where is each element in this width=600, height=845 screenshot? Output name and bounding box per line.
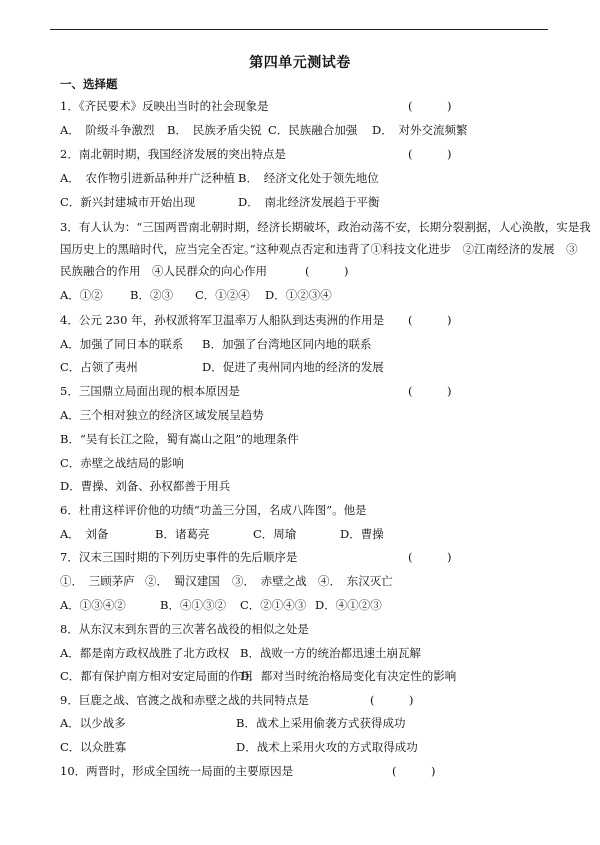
question-1-option-b: B． 民族矛盾尖锐 (167, 123, 262, 137)
question-6-option-a: A． 刘备 (60, 527, 109, 541)
question-5-option-b: B．“吴有长江之险，蜀有嵩山之阻”的地理条件 (60, 432, 299, 446)
question-3-stem-line-3: 民族融合的作用 ④人民群众的向心作用 (60, 264, 267, 278)
question-2-stem: 2．南北朝时期，我国经济发展的突出特点是 (60, 147, 286, 161)
section-heading: 一、选择题 (60, 77, 118, 91)
question-2-option-b: B． 经济文化处于领先地位 (238, 171, 379, 185)
question-2-option-c: C．新兴封建城市开始出现 (60, 195, 196, 209)
question-10-answer-blank: ( ) (392, 764, 436, 778)
question-7-event-4: ④． 东汉灭亡 (318, 574, 393, 588)
question-8-stem: 8．从东汉末到东晋的三次著名战役的相似之处是 (60, 622, 309, 636)
question-6-option-c: C．周瑜 (253, 527, 297, 541)
header-rule (50, 29, 548, 30)
question-4-stem: 4．公元 230 年，孙权派将军卫温率万人船队到达夷洲的作用是 (60, 313, 385, 327)
question-8-option-a: A．都是南方政权战胜了北方政权 (60, 646, 230, 660)
question-9-option-a: A．以少战多 (60, 716, 126, 730)
question-5-option-a: A．三个相对独立的经济区域发展呈趋势 (60, 408, 264, 422)
question-2-option-a: A． 农作物引进新品种并广泛种植 (60, 171, 236, 185)
question-1-answer-blank: ( ) (408, 99, 452, 113)
question-3-option-b: B．②③ (130, 288, 173, 302)
question-1-option-c: C．民族融合加强 (268, 123, 358, 137)
question-5-stem: 5．三国鼎立局面出现的根本原因是 (60, 384, 240, 398)
question-9-option-b: B．战术上采用偷袭方式获得成功 (236, 716, 406, 730)
question-3-stem-line-2: 国历史上的黑暗时代，应当完全否定。”这种观点否定和违背了①科技文化进步 ②江南经济的发展 ③ (60, 242, 578, 256)
question-6-option-b: B．诸葛亮 (155, 527, 210, 541)
question-5-answer-blank: ( ) (408, 384, 452, 398)
question-6-option-d: D．曹操 (340, 527, 384, 541)
question-5-option-c: C．赤壁之战结局的影响 (60, 456, 184, 470)
question-6-stem: 6．杜甫这样评价他的功绩“功盖三分国，名成八阵图”。他是 (60, 503, 367, 517)
question-3-option-d: D．①②③④ (265, 288, 332, 302)
question-4-option-c: C．占领了夷州 (60, 360, 138, 374)
question-7-option-a: A．①③④② (60, 598, 126, 612)
question-4-option-b: B．加强了台湾地区同内地的联系 (202, 337, 372, 351)
question-4-option-a: A．加强了同日本的联系 (60, 337, 184, 351)
question-7-answer-blank: ( ) (408, 550, 452, 564)
question-9-option-c: C．以众胜寡 (60, 740, 127, 754)
question-3-stem-line-1: 3．有人认为：“三国两晋南北朝时期，经济长期破坏，政治动荡不安，长期分裂割据，人心涣散，实是我 (60, 220, 591, 234)
question-7-option-c: C．②①④③ (240, 598, 307, 612)
page-title: 第四单元测试卷 (249, 55, 351, 71)
question-7-event-1: ①． 三顾茅庐 (60, 574, 135, 588)
question-8-option-c: C．都有保护南方相对安定局面的作用 (60, 669, 253, 683)
question-7-stem: 7．汉末三国时期的下列历史事件的先后顺序是 (60, 550, 298, 564)
question-4-option-d: D．促进了夷州同内地的经济的发展 (202, 360, 384, 374)
question-3-option-c: C．①②④ (195, 288, 250, 302)
question-3-answer-blank: ( ) (305, 264, 349, 278)
question-8-option-b: B．战败一方的统治都迅速土崩瓦解 (240, 646, 421, 660)
question-7-option-d: D．④①②③ (315, 598, 382, 612)
question-8-option-d: D．都对当时统治格局变化有决定性的影响 (240, 669, 457, 683)
question-1-stem: 1．《齐民要术》反映出当时的社会现象是 (60, 99, 269, 113)
question-4-answer-blank: ( ) (408, 313, 452, 327)
question-7-option-b: B．④①③② (160, 598, 226, 612)
question-7-event-3: ③． 赤壁之战 (232, 574, 307, 588)
question-10-stem: 10．两晋时，形成全国统一局面的主要原因是 (60, 764, 294, 778)
question-5-option-d: D．曹操、刘备、孙权都善于用兵 (60, 479, 231, 493)
question-2-option-d: D． 南北经济发展趋于平衡 (238, 195, 380, 209)
question-7-event-2: ②． 蜀汉建国 (145, 574, 220, 588)
question-9-stem: 9．巨鹿之战、官渡之战和赤壁之战的共同特点是 (60, 693, 309, 707)
question-9-option-d: D．战术上采用火攻的方式取得成功 (236, 740, 418, 754)
question-9-answer-blank: ( ) (370, 693, 414, 707)
question-1-option-d: D． 对外交流频繁 (372, 123, 468, 137)
question-2-answer-blank: ( ) (408, 147, 452, 161)
question-3-option-a: A．①② (60, 288, 103, 302)
question-1-option-a: A． 阶级斗争激烈 (60, 123, 155, 137)
